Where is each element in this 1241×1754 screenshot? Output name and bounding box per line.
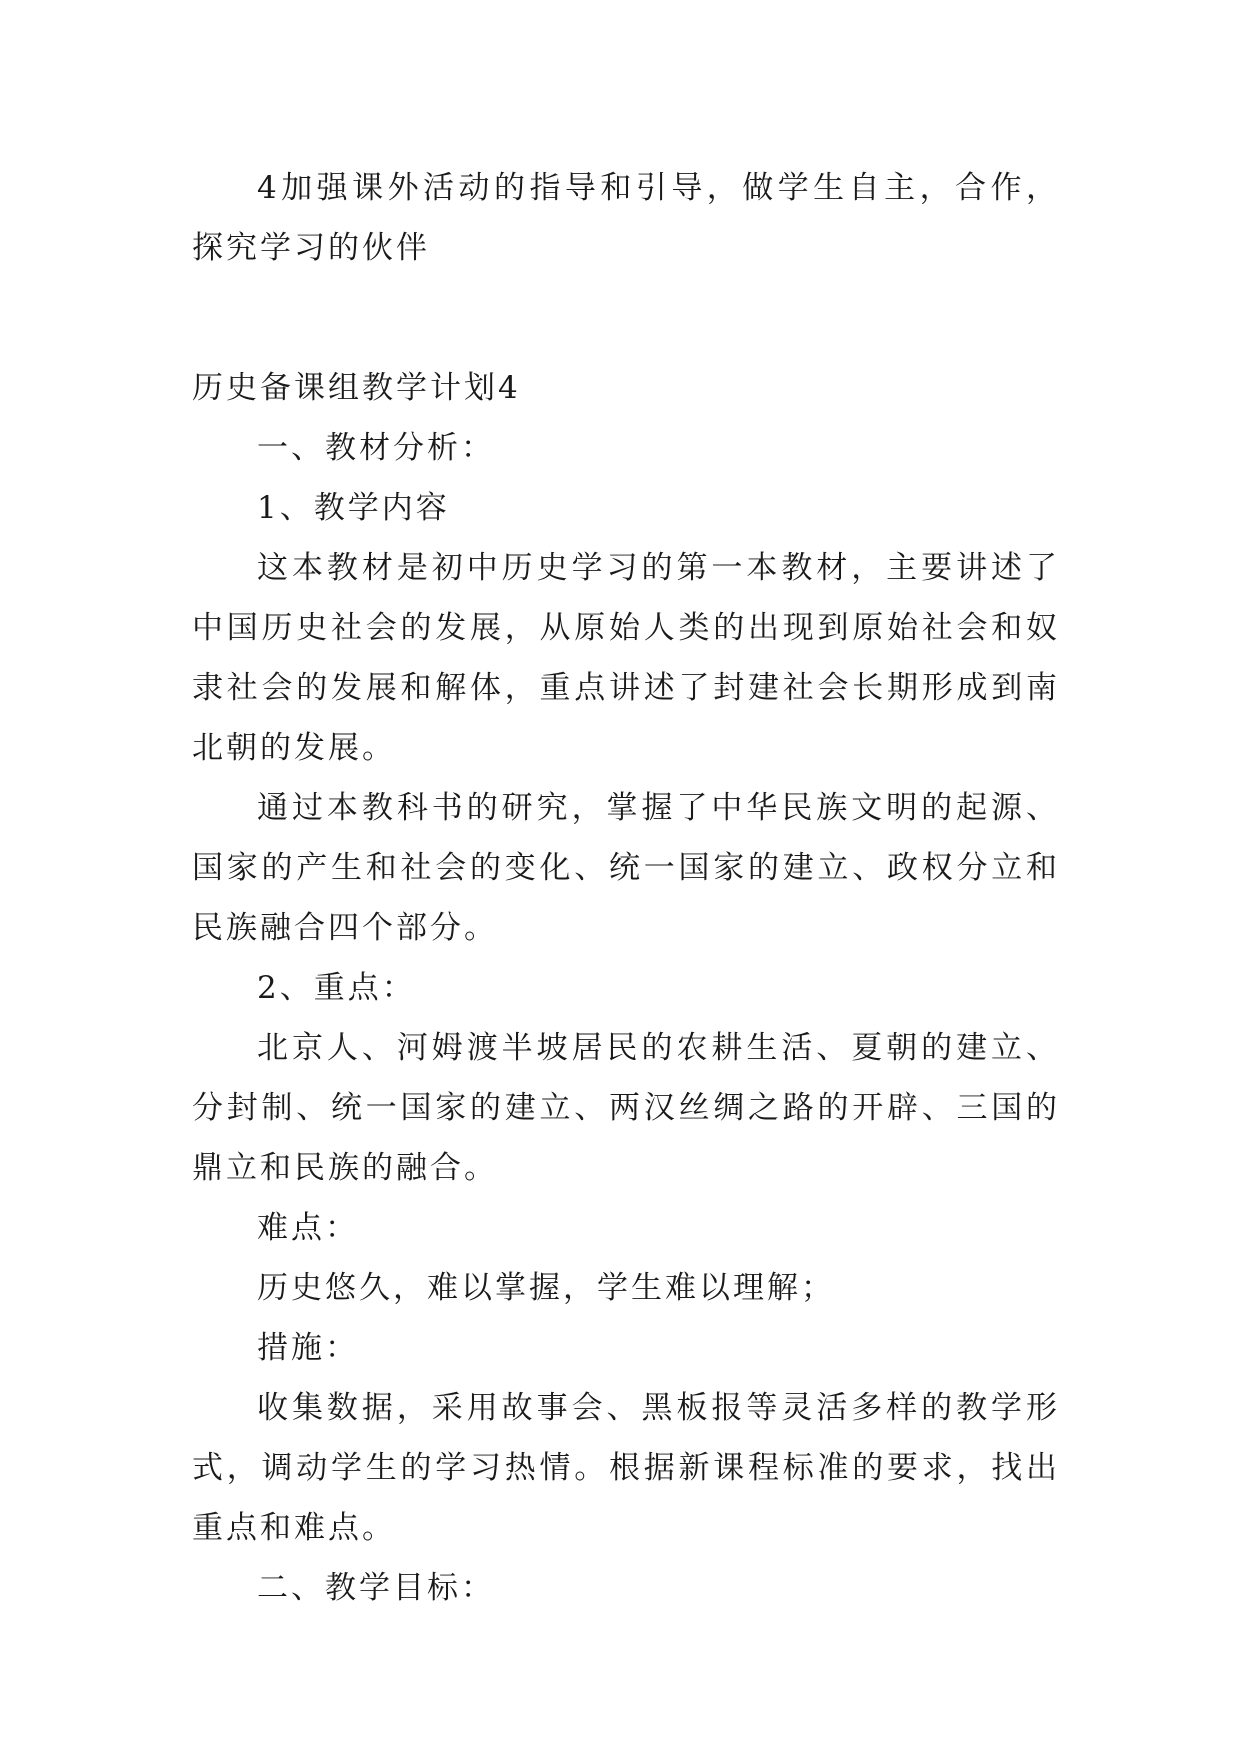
paragraph-textbook-study: 通过本教科书的研究，掌握了中华民族文明的起源、国家的产生和社会的变化、统一国家的建立、政权分立和民族融合四个部分。 [192,790,1060,946]
heading-difficulties: 难点： [257,1210,359,1246]
heading-textbook-analysis: 一、教材分析： [257,430,495,466]
document-body [192,158,1060,1618]
paragraph-key-points: 北京人、河姆渡半坡居民的农耕生活、夏朝的建立、分封制、统一国家的建立、两汉丝绸之路的开辟、三国的鼎立和民族的融合。 [192,1030,1060,1186]
paragraph-difficulties: 历史悠久，难以掌握，学生难以理解； [257,1270,835,1306]
section-title: 历史备课组教学计划4 [192,370,521,406]
heading-teaching-goals: 二、教学目标： [257,1570,495,1606]
paragraph-measures: 收集数据，采用故事会、黑板报等灵活多样的教学形式，调动学生的学习热情。根据新课程标准的要求，找出重点和难点。 [192,1390,1060,1546]
heading-key-points: 2、重点： [257,970,416,1006]
heading-teaching-content: 1、教学内容 [257,490,450,526]
paragraph-activity-guidance: 4加强课外活动的指导和引导，做学生自主，合作，探究学习的伙伴 [192,170,1060,266]
heading-measures: 措施： [257,1330,359,1366]
paragraph-textbook-description: 这本教材是初中历史学习的第一本教材，主要讲述了中国历史社会的发展，从原始人类的出现到原始社会和奴隶社会的发展和解体，重点讲述了封建社会长期形成到南北朝的发展。 [192,550,1060,766]
